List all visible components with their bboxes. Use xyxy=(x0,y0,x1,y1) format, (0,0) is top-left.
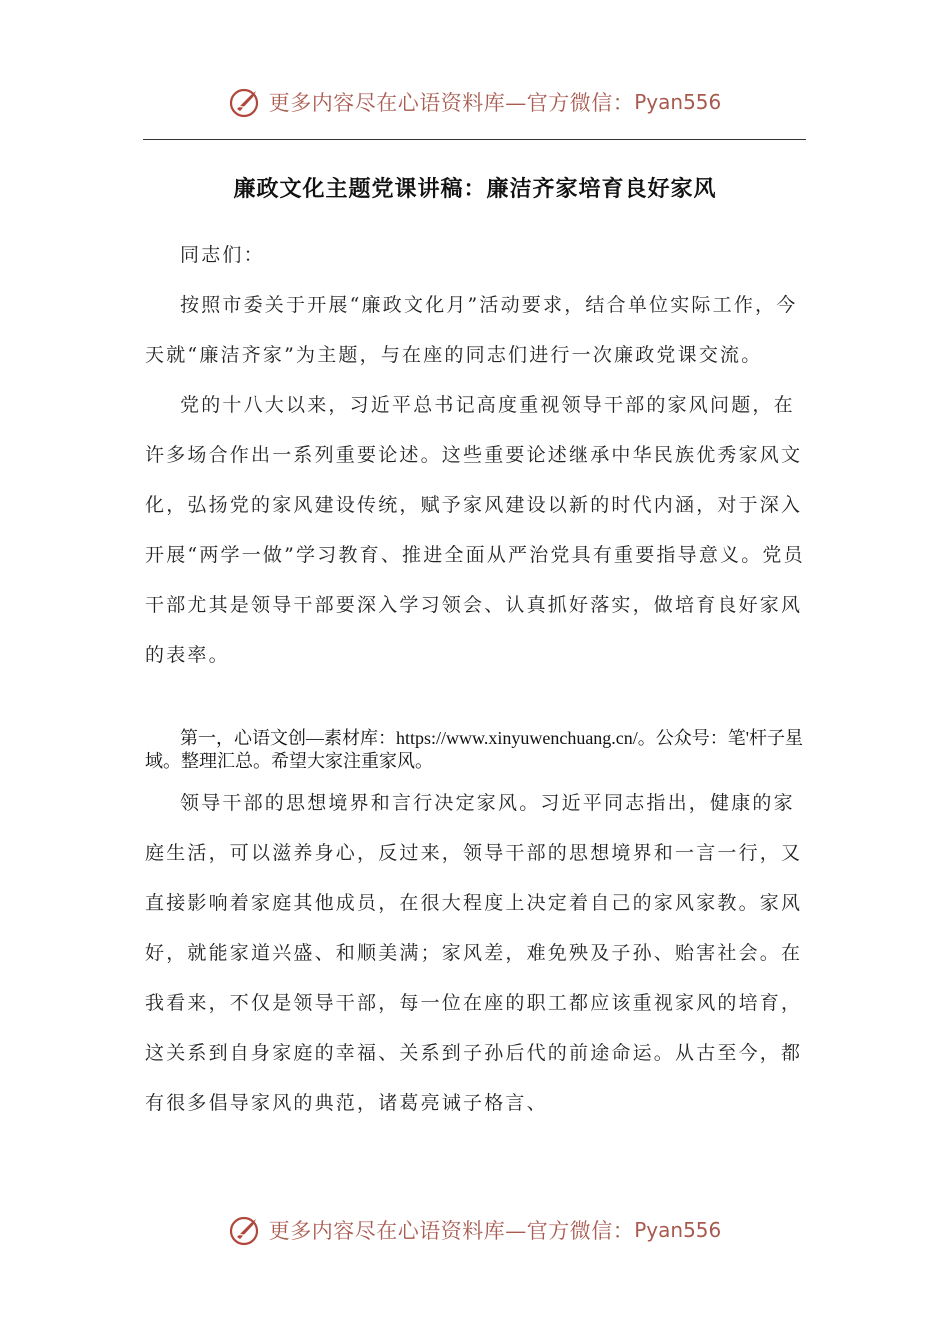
header-banner xyxy=(0,82,950,122)
paragraph-3: 领导干部的思想境界和言行决定家风。习近平同志指出，健康的家庭生活，可以滋养身心，反过来，领导干部的思想境界和一言一行，又直接影响着家庭其他成员，在很大程度上决定着自己的家风家教。家风好，就能家道兴盛、和顺美满；家风差，难免殃及子孙、贻害社会。在我看来，不仅是领导干部，每一位在座的职工都应该重视家风的培育，这关系到自身家庭的幸福、关系到子孙后代的前途命运。从古至今，都有很多倡导家风的典范，诸葛亮诫子格言、 xyxy=(145,792,803,1114)
footer-banner-text: 更多内容尽在心语资料库—官方微信： xyxy=(268,1219,635,1243)
footer-wechat-id: Pyan556 xyxy=(634,1218,722,1242)
body-upper xyxy=(145,230,815,680)
pen-logo-icon xyxy=(229,1213,263,1247)
header-banner-text: 更多内容尽在心语资料库—官方微信： xyxy=(268,91,635,115)
pen-logo-icon xyxy=(229,85,263,119)
paragraph-2: 党的十八大以来，习近平总书记高度重视领导干部的家风问题，在许多场合作出一系列重要论述。这些重要论述继承中华民族优秀家风文化，弘扬党的家风建设传统，赋予家风建设以新的时代内涵，对于深入开展“两学一做”学习教育、推进全面从严治党具有重要指导意义。党员干部尤其是领导干部要深入学习领会、认真抓好落实，做培育良好家风的表率。 xyxy=(145,394,805,666)
source-note: 第一，心语文创—素材库：https://www.xinyuwenchuang.cn/。公众号：笔'杆子星域。整理汇总。希望大家注重家风。 xyxy=(145,728,804,771)
footer-banner xyxy=(0,1210,950,1250)
body-lower xyxy=(145,778,815,1128)
paragraph-1: 按照市委关于开展“廉政文化月”活动要求，结合单位实际工作，今天就“廉洁齐家”为主题，与在座的同志们进行一次廉政党课交流。 xyxy=(145,294,798,366)
document-title: 廉政文化主题党课讲稿：廉洁齐家培育良好家风 xyxy=(233,176,717,202)
salutation: 同志们： xyxy=(180,244,265,266)
header-divider xyxy=(143,139,806,140)
header-wechat-id: Pyan556 xyxy=(634,90,722,114)
